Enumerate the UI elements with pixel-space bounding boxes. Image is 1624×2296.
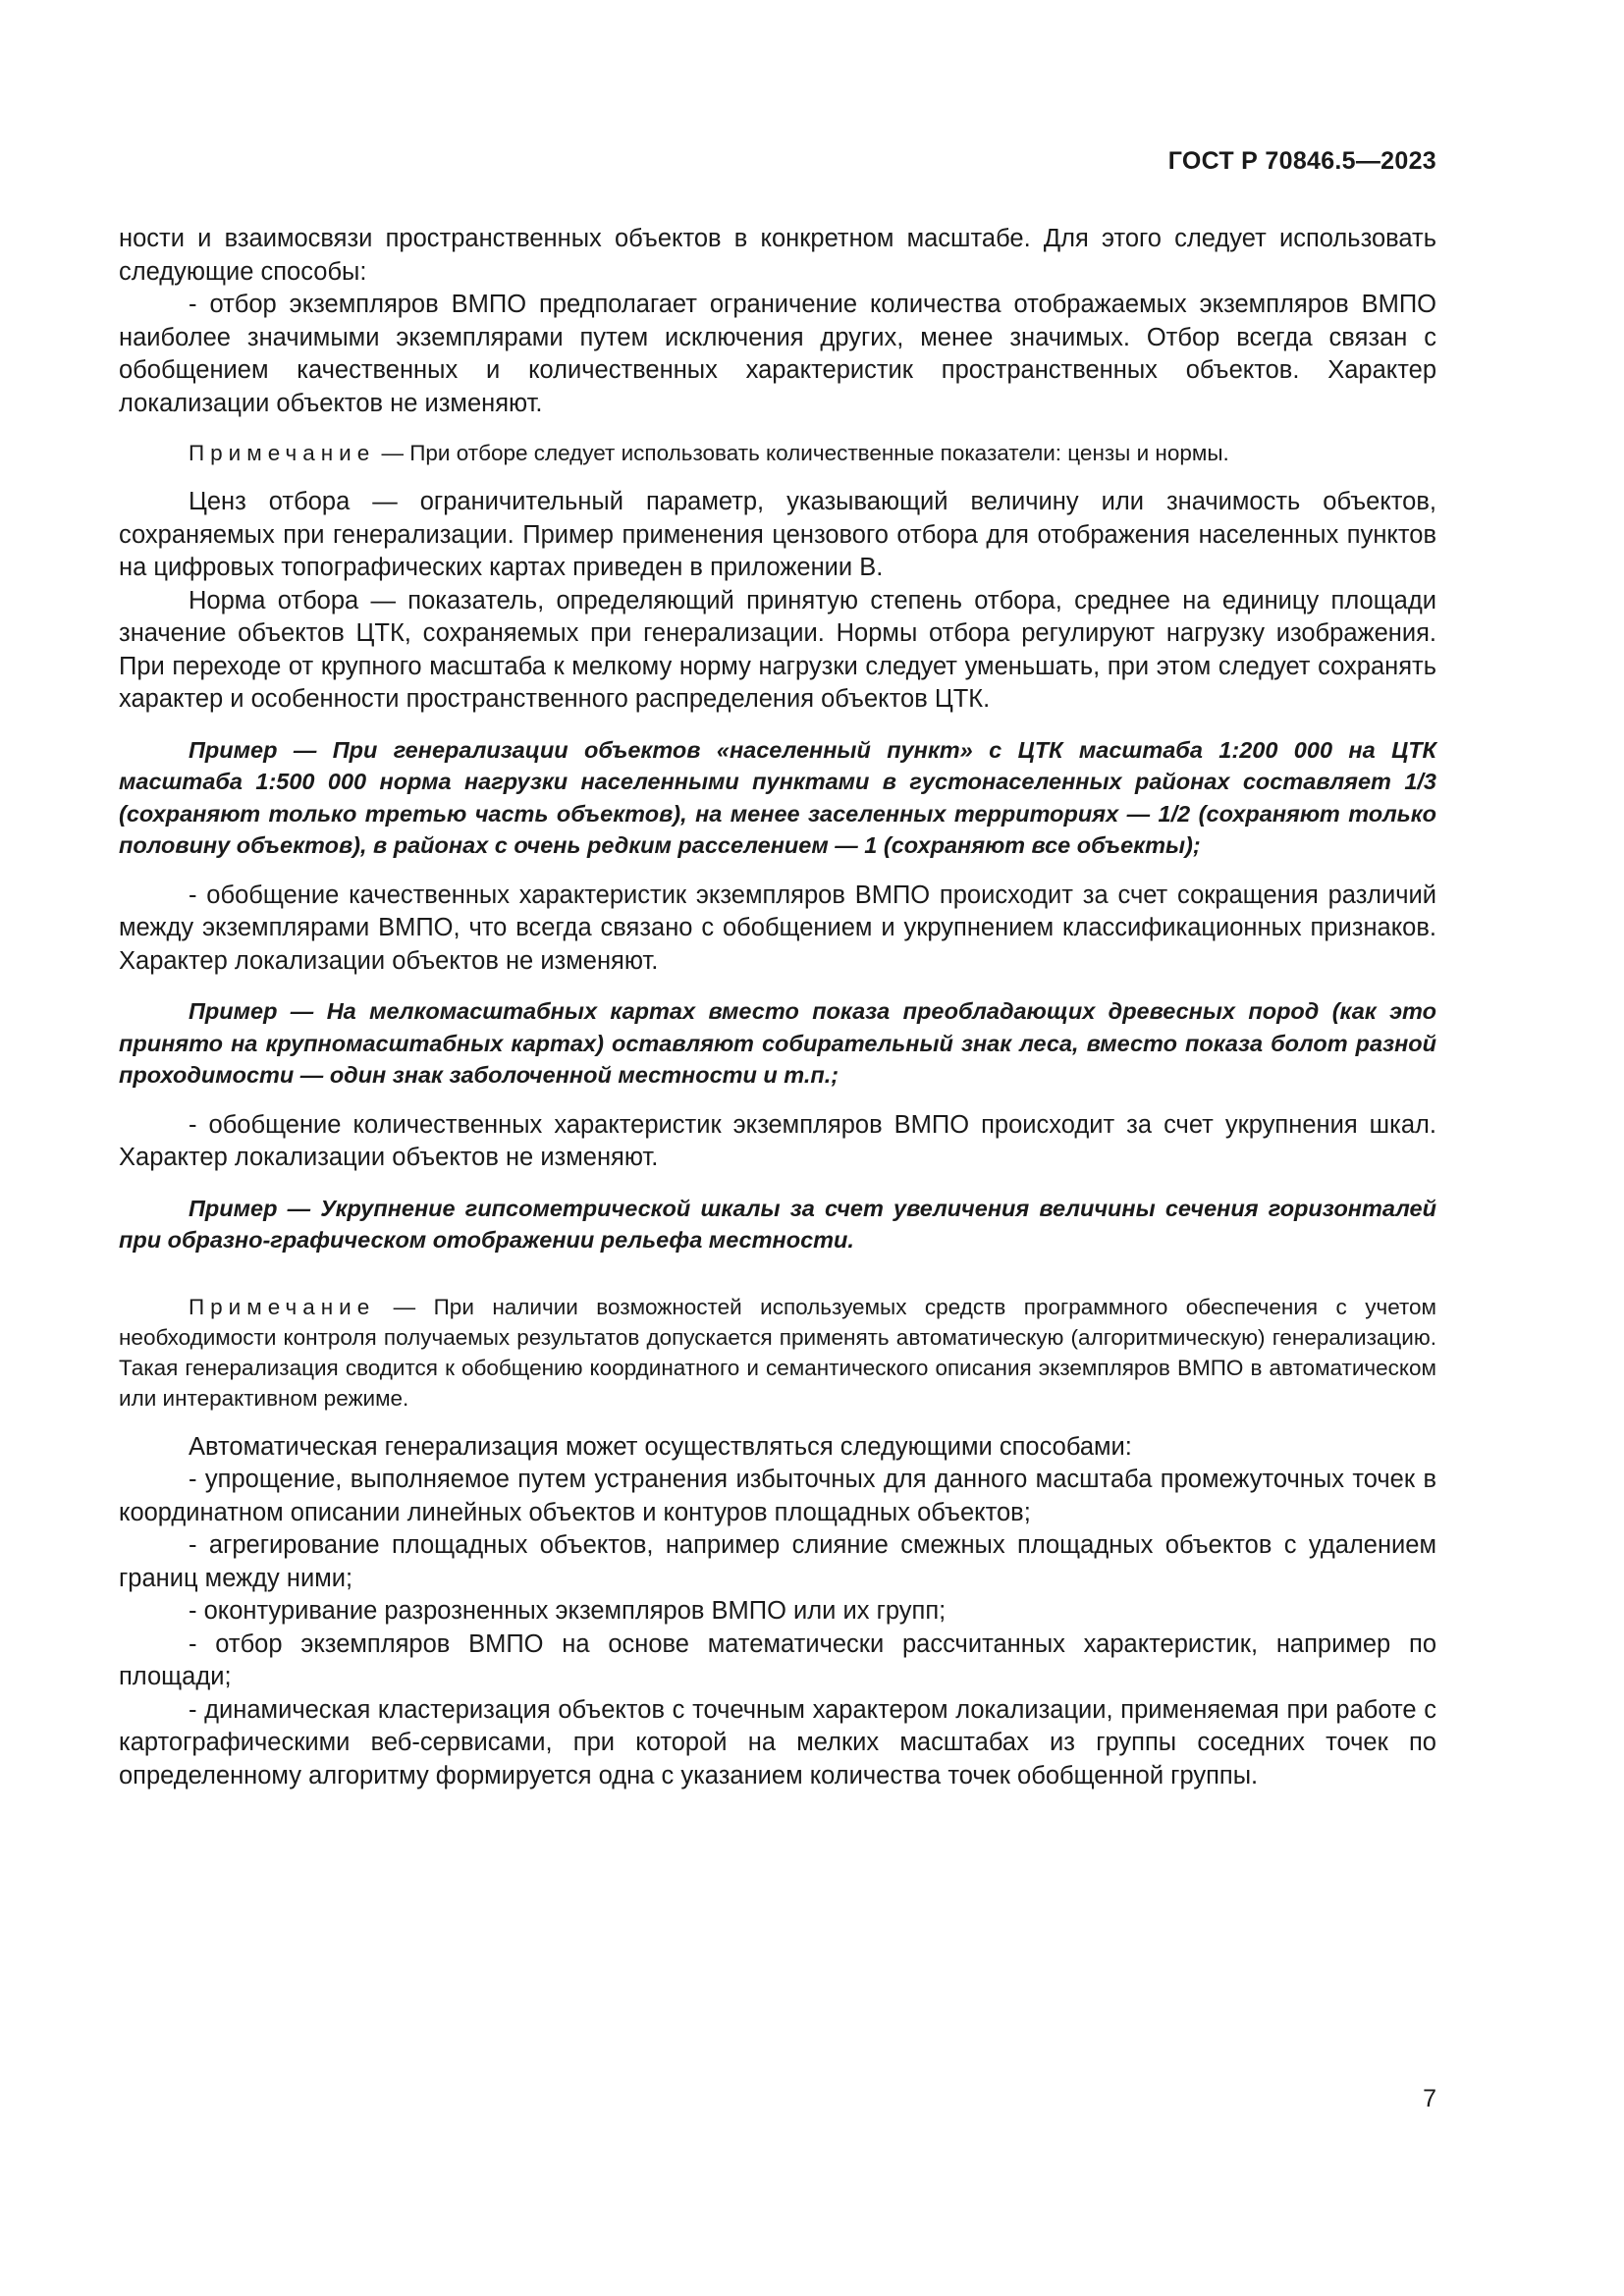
list-item: - динамическая кластеризация объектов с точечным характером локализации, применяемая при работе с картографическими веб-сервисами, при которой на мелких масштабах из группы соседних точек по определенному алгоритму формируется одна с указанием количества точек обобщенной группы. [119, 1695, 1436, 1789]
note-1 [119, 438, 1436, 468]
list-item: - упрощение, выполняемое путем устранения избыточных для данного масштаба промежуточных точек в координатном описании линейных объектов и контуров площадных объектов; [119, 1466, 1436, 1526]
note-2-text: — При наличии возможностей используемых средств программного обеспечения с учетом необходимости контроля получаемых результатов допускается применять автоматическую (алгоритмическую) генерализацию. Такая генерализация сводится к обобщению координатного и семантического описания экземпляров ВМПО в автоматическом или интерактивном режиме. [119, 1294, 1436, 1411]
list-item: - отбор экземпляров ВМПО на основе математически рассчитанных характеристик, например по площади; [119, 1629, 1436, 1690]
paragraph-selection-method: - отбор экземпляров ВМПО предполагает ограничение количества отображаемых экземпляров ВМПО наиболее значимыми экземплярами путем исключения других, менее значимых. Отбор всегда связан с обобщением качественных и количественных характеристик пространственных объектов. Характер локализации объектов не изменяют. [119, 291, 1436, 417]
paragraph-quantitative-generalization: - обобщение количественных характеристик экземпляров ВМПО происходит за счет укрупнения шкал. Характер локализации объектов не изменяют. [119, 1110, 1436, 1171]
note-2-label: Примечание [189, 1294, 376, 1319]
page-number: 7 [1423, 2085, 1436, 2112]
note-1-label: Примечание [189, 441, 376, 465]
paragraph-continuation: ности и взаимосвязи пространственных объектов в конкретном масштабе. Для этого следует использовать следующие способы: [119, 225, 1436, 286]
paragraph-qualitative-generalization: - обобщение качественных характеристик экземпляров ВМПО происходит за счет сокращения различий между экземплярами ВМПО, что всегда связано с обобщением и укрупнением классификационных признаков. Характер локализации объектов не изменяют. [119, 881, 1436, 975]
example-3: Пример — Укрупнение гипсометрической шкалы за счет увеличения величины сечения горизонталей при образно-графическом отображении рельефа местности. [119, 1195, 1436, 1253]
paragraph-selection-qualification: Ценз отбора — ограничительный параметр, указывающий величину или значимость объектов, сохраняемых при генерализации. Пример применения цензового отбора для отображения населенных пунктов на цифровых топографических картах приведен в приложении В. [119, 488, 1436, 581]
list-item: - агрегирование площадных объектов, например слияние смежных площадных объектов с удалением границ между ними; [119, 1531, 1436, 1592]
example-2: Пример — На мелкомасштабных картах вместо показа преобладающих древесных пород (как это принято на крупномасштабных картах) оставляют собирательный знак леса, вместо показа болот разной проходимости — один знак заболоченной местности и т.п.; [119, 998, 1436, 1088]
paragraph-automatic-generalization: Автоматическая генерализация может осуществляться следующими способами: [189, 1432, 1132, 1461]
page-content [119, 223, 1436, 1792]
note-1-text: — При отборе следует использовать количественные показатели: цензы и нормы. [375, 441, 1229, 465]
note-2 [119, 1292, 1436, 1414]
example-1: Пример — При генерализации объектов «населенный пункт» с ЦТК масштаба 1:200 000 на ЦТК масштаба 1:500 000 норма нагрузки населенными пунктами в густонаселенных районах составляет 1/3 (сохраняют только третью часть объектов), на менее заселенных территориях — 1/2 (сохраняют только половину объектов), в районах с очень редким расселением — 1 (сохраняют все объекты); [119, 736, 1436, 858]
list-item: - оконтуривание разрозненных экземпляров ВМПО или их групп; [189, 1597, 947, 1625]
document-code-header: ГОСТ Р 70846.5—2023 [1167, 147, 1436, 175]
paragraph-selection-norm: Норма отбора — показатель, определяющий принятую степень отбора, среднее на единицу площади значение объектов ЦТК, сохраняемых при генерализации. Нормы отбора регулируют нагрузку изображения. При переходе от крупного масштаба к мелкому норму нагрузки следует уменьшать, при этом следует сохранять характер и особенности пространственного распределения объектов ЦТК. [119, 586, 1436, 713]
